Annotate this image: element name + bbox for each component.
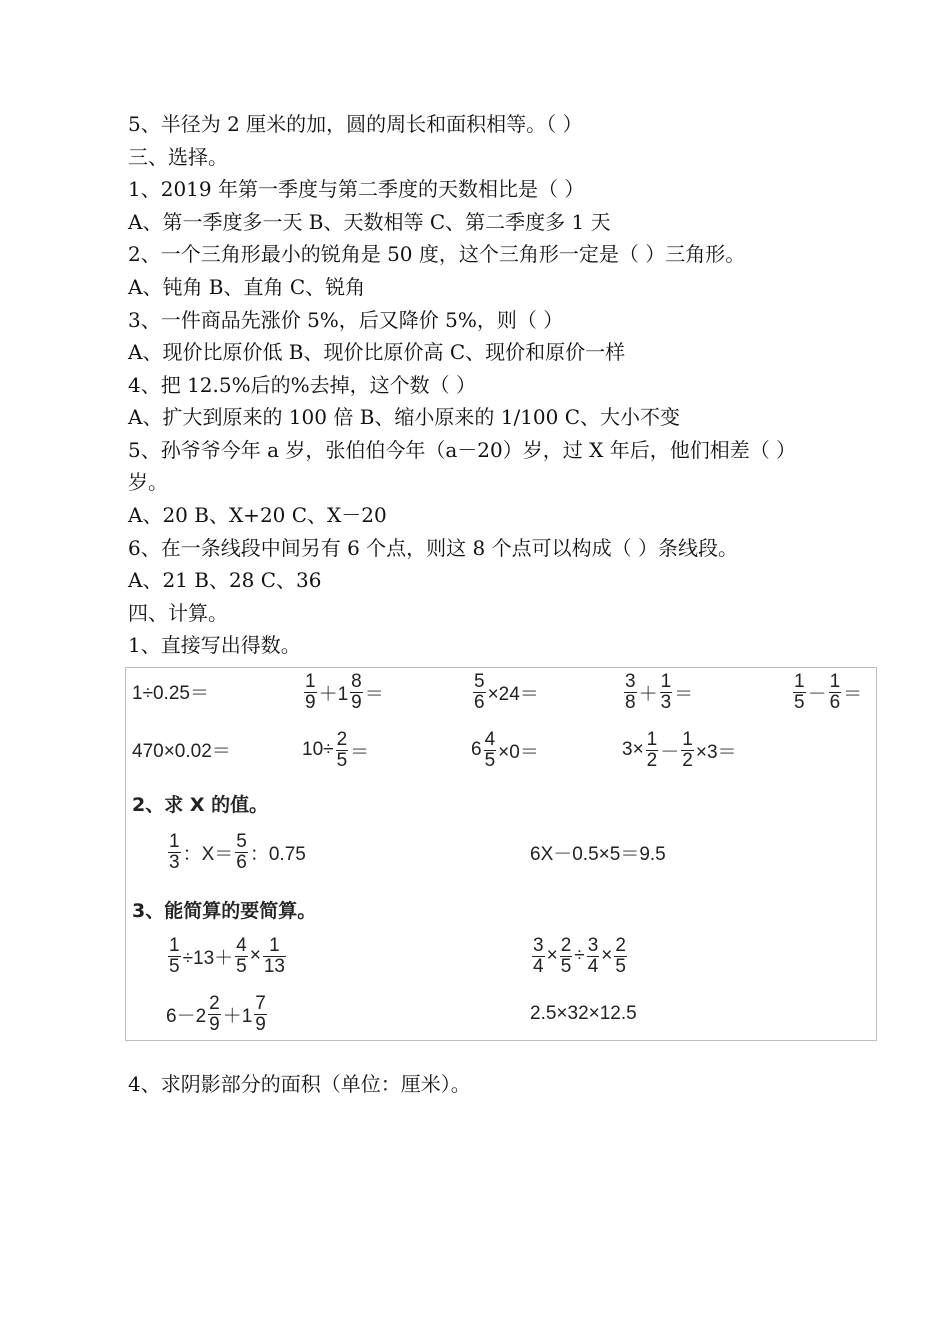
simplify-expr-3: 6－2 $\frac{2}{9}$ ＋1 $\frac{7}{9}$ [166, 992, 266, 1035]
question-line-cont: 岁。 [128, 470, 168, 494]
solve-x-heading: 2、求 X 的值。 [132, 794, 269, 816]
simplify-heading: 3、能简算的要简算。 [132, 900, 317, 922]
question-line: 2、一个三角形最小的锐角是 50 度，这个三角形一定是（ ）三角形。 [128, 242, 746, 266]
calc-expr-8: 6 $\frac{4}{5}$ ×0＝ [471, 728, 539, 771]
calc-expr-6: 470×0.02＝ [132, 740, 231, 762]
question-line: 4、求阴影部分的面积（单位：厘米）。 [128, 1072, 471, 1096]
calc-expr-5: $\frac{1}{5}$ － $\frac{1}{6}$ ＝ [794, 670, 863, 713]
simplify-expr-1: $\frac{1}{5}$ ÷13＋ $\frac{4}{5}$ × $\frac{1}{13}$ [169, 934, 285, 977]
simplify-expr-2: $\frac{3}{4}$ × $\frac{2}{5}$ ÷ $\frac{3}{4}$ × $\frac{2}{5}$ [533, 934, 626, 977]
calc-expr-4: $\frac{3}{8}$ ＋ $\frac{1}{3}$ ＝ [625, 670, 694, 713]
calc-expr-1: 1÷0.25＝ [132, 682, 209, 704]
option-line: A、21 B、28 C、36 [128, 568, 322, 592]
question-line: 1、直接写出得数。 [128, 633, 301, 657]
question-line: 1、2019 年第一季度与第二季度的天数相比是（ ） [128, 177, 585, 201]
section-heading: 三、选择。 [128, 145, 228, 169]
solve-x-eq-2: 6X－0.5×5＝9.5 [530, 843, 666, 865]
solve-x-eq-1: $\frac{1}{3}$ ：X＝ $\frac{5}{6}$ ：0.75 [169, 830, 306, 873]
calc-expr-2: $\frac{1}{9}$ ＋1 $\frac{8}{9}$ ＝ [305, 670, 384, 713]
calc-expr-9: 3× $\frac{1}{2}$ － $\frac{1}{2}$ ×3＝ [622, 728, 737, 771]
option-line: A、钝角 B、直角 C、锐角 [128, 275, 366, 299]
option-line: A、现价比原价低 B、现价比原价高 C、现价和原价一样 [128, 340, 626, 364]
question-line: 6、在一条线段中间另有 6 个点，则这 8 个点可以构成（ ）条线段。 [128, 536, 738, 560]
question-line: 5、半径为 2 厘米的加，圆的周长和面积相等。（ ） [128, 112, 583, 136]
question-line: 5、孙爷爷今年 a 岁，张伯伯今年（a－20）岁，过 X 年后，他们相差（ ） [128, 438, 797, 462]
question-line: 3、一件商品先涨价 5%，后又降价 5%，则（ ） [128, 308, 564, 332]
section-heading: 四、计算。 [128, 601, 228, 625]
calc-expr-7: 10÷ $\frac{2}{5}$ ＝ [302, 728, 370, 771]
simplify-expr-4: 2.5×32×12.5 [530, 1003, 637, 1024]
calculation-box [125, 667, 877, 1041]
option-line: A、第一季度多一天 B、天数相等 C、第二季度多 1 天 [128, 210, 611, 234]
option-line: A、扩大到原来的 100 倍 B、缩小原来的 1/100 C、大小不变 [128, 405, 681, 429]
option-line: A、20 B、X+20 C、X－20 [128, 503, 387, 527]
question-line: 4、把 12.5%后的%去掉，这个数（ ） [128, 373, 476, 397]
calc-expr-3: $\frac{5}{6}$ ×24＝ [474, 670, 539, 713]
